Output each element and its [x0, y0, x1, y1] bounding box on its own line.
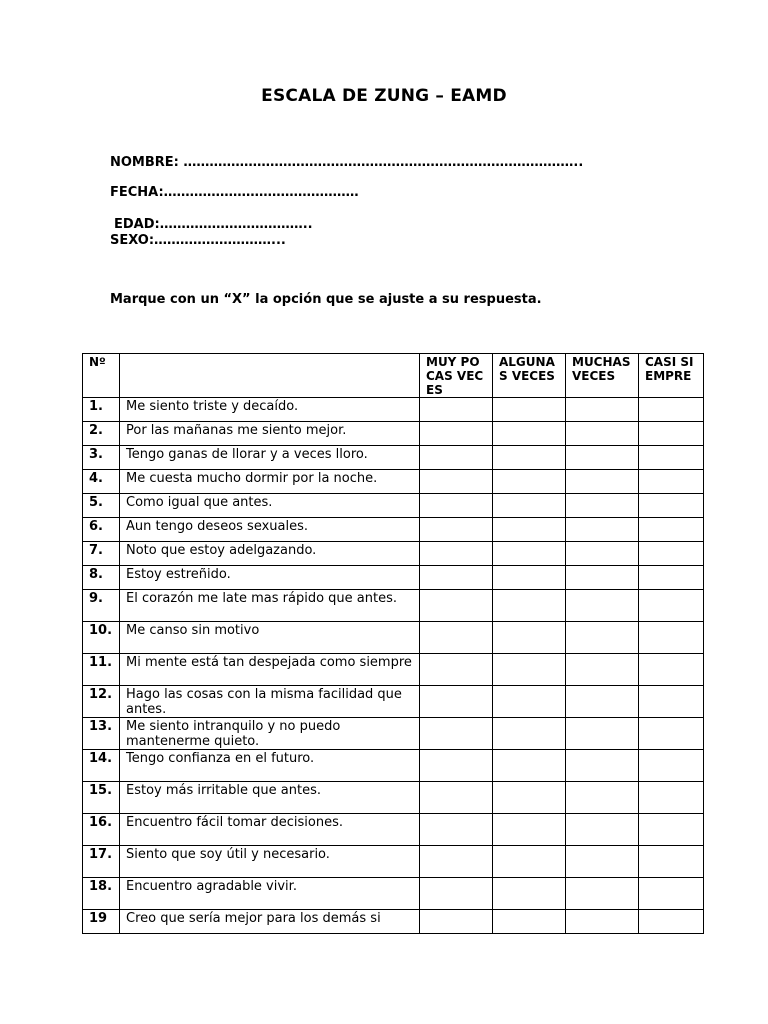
header-muchas-veces: [566, 354, 639, 398]
table-row: [83, 494, 704, 518]
answer-cell-casi-siempre[interactable]: [639, 494, 704, 518]
table-row: [83, 470, 704, 494]
answer-cell-algunas-veces[interactable]: [493, 518, 566, 542]
answer-cell-muchas-veces[interactable]: [566, 910, 639, 934]
item-number: 12.: [83, 686, 120, 718]
answer-cell-muchas-veces[interactable]: [566, 494, 639, 518]
item-statement: Encuentro agradable vivir.: [120, 878, 420, 910]
item-number: 17.: [83, 846, 120, 878]
answer-cell-muchas-veces[interactable]: [566, 846, 639, 878]
zung-scale-table: [82, 353, 704, 934]
answer-cell-muy-pocas-veces[interactable]: [420, 654, 493, 686]
answer-cell-algunas-veces[interactable]: [493, 446, 566, 470]
answer-cell-muy-pocas-veces[interactable]: [420, 518, 493, 542]
item-number: 13.: [83, 718, 120, 750]
answer-cell-muy-pocas-veces[interactable]: [420, 846, 493, 878]
header-muy-pocas-veces: [420, 354, 493, 398]
answer-cell-algunas-veces[interactable]: [493, 398, 566, 422]
item-statement: Como igual que antes.: [120, 494, 420, 518]
answer-cell-casi-siempre[interactable]: [639, 846, 704, 878]
item-statement: Me siento intranquilo y no puedo mantenerme quieto.: [120, 718, 420, 750]
answer-cell-muy-pocas-veces[interactable]: [420, 814, 493, 846]
table-row: [83, 590, 704, 622]
item-statement: Hago las cosas con la misma facilidad que antes.: [120, 686, 420, 718]
answer-cell-casi-siempre[interactable]: [639, 422, 704, 446]
table-row: [83, 446, 704, 470]
header-algunas-veces-label: ALGUNAS VECES: [499, 355, 555, 383]
item-statement: El corazón me late mas rápido que antes.: [120, 590, 420, 622]
header-number-label: Nº: [89, 355, 106, 369]
item-number: 16.: [83, 814, 120, 846]
header-muchas-veces-label: MUCHAS VECES: [572, 355, 631, 383]
answer-cell-casi-siempre[interactable]: [639, 654, 704, 686]
answer-cell-casi-siempre[interactable]: [639, 398, 704, 422]
table-row: [83, 566, 704, 590]
header-item: [120, 354, 420, 398]
item-statement: Aun tengo deseos sexuales.: [120, 518, 420, 542]
answer-cell-muchas-veces[interactable]: [566, 654, 639, 686]
sex-field: SEXO:………………………...: [110, 233, 286, 248]
item-statement: Me canso sin motivo: [120, 622, 420, 654]
answer-cell-casi-siempre[interactable]: [639, 878, 704, 910]
item-statement: Creo que sería mejor para los demás si: [120, 910, 420, 934]
item-statement: Tengo ganas de llorar y a veces lloro.: [120, 446, 420, 470]
answer-cell-muchas-veces[interactable]: [566, 398, 639, 422]
item-number: 2.: [83, 422, 120, 446]
item-number: 7.: [83, 542, 120, 566]
answer-cell-casi-siempre[interactable]: [639, 470, 704, 494]
answer-cell-algunas-veces[interactable]: [493, 542, 566, 566]
answer-cell-muy-pocas-veces[interactable]: [420, 590, 493, 622]
answer-cell-casi-siempre[interactable]: [639, 750, 704, 782]
table-row: [83, 422, 704, 446]
answer-cell-muchas-veces[interactable]: [566, 782, 639, 814]
table-row: [83, 750, 704, 782]
answer-cell-muchas-veces[interactable]: [566, 590, 639, 622]
answer-cell-casi-siempre[interactable]: [639, 542, 704, 566]
answer-cell-muy-pocas-veces[interactable]: [420, 398, 493, 422]
answer-cell-algunas-veces[interactable]: [493, 654, 566, 686]
answer-cell-muchas-veces[interactable]: [566, 518, 639, 542]
answer-cell-algunas-veces[interactable]: [493, 590, 566, 622]
table-row: [83, 654, 704, 686]
header-casi-siempre-label: CASI SIEMPRE: [645, 355, 694, 383]
answer-cell-muchas-veces[interactable]: [566, 686, 639, 718]
instruction-text: Marque con un “X” la opción que se ajuste a su respuesta.: [110, 292, 542, 307]
answer-cell-casi-siempre[interactable]: [639, 910, 704, 934]
answer-cell-algunas-veces[interactable]: [493, 566, 566, 590]
answer-cell-algunas-veces[interactable]: [493, 782, 566, 814]
answer-cell-muy-pocas-veces[interactable]: [420, 470, 493, 494]
item-number: 1.: [83, 398, 120, 422]
answer-cell-muchas-veces[interactable]: [566, 750, 639, 782]
answer-cell-muchas-veces[interactable]: [566, 566, 639, 590]
date-field: FECHA:………………………………………: [110, 185, 359, 200]
answer-cell-algunas-veces[interactable]: [493, 686, 566, 718]
table-row: [83, 398, 704, 422]
item-number: 6.: [83, 518, 120, 542]
item-number: 19: [83, 910, 120, 934]
answer-cell-casi-siempre[interactable]: [639, 518, 704, 542]
item-statement: Mi mente está tan despejada como siempre: [120, 654, 420, 686]
answer-cell-casi-siempre[interactable]: [639, 622, 704, 654]
header-casi-siempre: [639, 354, 704, 398]
answer-cell-muy-pocas-veces[interactable]: [420, 686, 493, 718]
table-row: [83, 542, 704, 566]
item-statement: Tengo confianza en el futuro.: [120, 750, 420, 782]
table-row: [83, 718, 704, 750]
item-number: 18.: [83, 878, 120, 910]
answer-cell-casi-siempre[interactable]: [639, 446, 704, 470]
answer-cell-muy-pocas-veces[interactable]: [420, 542, 493, 566]
answer-cell-muchas-veces[interactable]: [566, 422, 639, 446]
answer-cell-muchas-veces[interactable]: [566, 622, 639, 654]
answer-cell-algunas-veces[interactable]: [493, 846, 566, 878]
table-row: [83, 686, 704, 718]
item-statement: Siento que soy útil y necesario.: [120, 846, 420, 878]
item-statement: Noto que estoy adelgazando.: [120, 542, 420, 566]
answer-cell-muchas-veces[interactable]: [566, 878, 639, 910]
item-statement: Por las mañanas me siento mejor.: [120, 422, 420, 446]
answer-cell-muy-pocas-veces[interactable]: [420, 750, 493, 782]
answer-cell-algunas-veces[interactable]: [493, 814, 566, 846]
answer-cell-casi-siempre[interactable]: [639, 566, 704, 590]
answer-cell-algunas-veces[interactable]: [493, 718, 566, 750]
answer-cell-algunas-veces[interactable]: [493, 622, 566, 654]
answer-cell-algunas-veces[interactable]: [493, 494, 566, 518]
item-number: 15.: [83, 782, 120, 814]
answer-cell-algunas-veces[interactable]: [493, 878, 566, 910]
header-muy-pocas-veces-label: MUY POCAS VECES: [426, 355, 484, 397]
header-algunas-veces: [493, 354, 566, 398]
answer-cell-muy-pocas-veces[interactable]: [420, 422, 493, 446]
item-statement: Encuentro fácil tomar decisiones.: [120, 814, 420, 846]
document-title: ESCALA DE ZUNG – EAMD: [261, 86, 507, 106]
table-row: [83, 814, 704, 846]
answer-cell-muchas-veces[interactable]: [566, 814, 639, 846]
answer-cell-muchas-veces[interactable]: [566, 446, 639, 470]
answer-cell-algunas-veces[interactable]: [493, 750, 566, 782]
answer-cell-muchas-veces[interactable]: [566, 470, 639, 494]
answer-cell-casi-siempre[interactable]: [639, 718, 704, 750]
answer-cell-casi-siempre[interactable]: [639, 782, 704, 814]
answer-cell-muy-pocas-veces[interactable]: [420, 622, 493, 654]
answer-cell-muy-pocas-veces[interactable]: [420, 910, 493, 934]
item-number: 5.: [83, 494, 120, 518]
answer-cell-casi-siempre[interactable]: [639, 814, 704, 846]
table-row: [83, 622, 704, 654]
table-row: [83, 518, 704, 542]
answer-cell-muchas-veces[interactable]: [566, 718, 639, 750]
item-number: 3.: [83, 446, 120, 470]
answer-cell-muy-pocas-veces[interactable]: [420, 566, 493, 590]
table-header-row: [83, 354, 704, 398]
item-number: 10.: [83, 622, 120, 654]
table-row: [83, 910, 704, 934]
answer-cell-muy-pocas-veces[interactable]: [420, 878, 493, 910]
table-row: [83, 782, 704, 814]
answer-cell-muy-pocas-veces[interactable]: [420, 718, 493, 750]
table-row: [83, 878, 704, 910]
age-field: EDAD:……………………………..: [114, 217, 313, 232]
answer-cell-algunas-veces[interactable]: [493, 422, 566, 446]
answer-cell-muy-pocas-veces[interactable]: [420, 782, 493, 814]
answer-cell-casi-siempre[interactable]: [639, 590, 704, 622]
answer-cell-algunas-veces[interactable]: [493, 910, 566, 934]
answer-cell-muy-pocas-veces[interactable]: [420, 446, 493, 470]
name-field: NOMBRE: ………………………………………………………………………………..: [110, 155, 584, 170]
answer-cell-muy-pocas-veces[interactable]: [420, 494, 493, 518]
table-row: [83, 846, 704, 878]
item-number: 9.: [83, 590, 120, 622]
item-statement: Me cuesta mucho dormir por la noche.: [120, 470, 420, 494]
item-number: 11.: [83, 654, 120, 686]
answer-cell-algunas-veces[interactable]: [493, 470, 566, 494]
item-statement: Estoy estreñido.: [120, 566, 420, 590]
answer-cell-muchas-veces[interactable]: [566, 542, 639, 566]
answer-cell-casi-siempre[interactable]: [639, 686, 704, 718]
item-number: 4.: [83, 470, 120, 494]
item-statement: Estoy más irritable que antes.: [120, 782, 420, 814]
item-number: 8.: [83, 566, 120, 590]
item-number: 14.: [83, 750, 120, 782]
item-statement: Me siento triste y decaído.: [120, 398, 420, 422]
header-number: [83, 354, 120, 398]
